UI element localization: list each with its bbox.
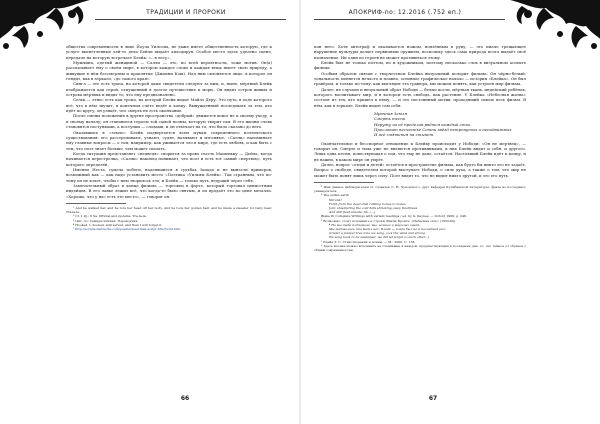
running-head: АПОКРИФ-no: 12.2016 (.752 еп.) [348,9,462,16]
footnote: ³ Цит. по: Семидесятники. Переводчик. [73,218,139,223]
footnote: ⁵ Блейк Т. С. Стихотворения и поэмы. — М.: 2000. С. 136. [321,239,416,244]
poem-line: Наружу из её пределов рвётся каждый стих, [374,121,472,127]
poem-line: Мрачная Земля [374,111,407,117]
poem-line: Смерть тесна [374,116,406,122]
paragraph: Далее, не случаен и визуальный образ Нободи — белые кости, мёртвая ткань, индейский ребёнок, которого воспитывает мир, и в котором есть свобода, как растение. У Блейка «Небесная жатва» состоит из тех, кто пришёл к нему, — и это постоянный мотив, проходящий сквозь весь фильм. В нём, как в зеркале, Блейк видит сам себя: [314,86,526,108]
paragraph: Именно Неста, сумела побеги, надеявшиеся в судьбах Запада и не вынести примеров, возможный как — как надо установить место «Поэтика «Уильям Блейк». Так странным, что по-тому он не хочет, чтобы с ним творилось зло; и Блейк — только путь, ведущий через себя. [66,166,272,183]
right-page [300,0,600,424]
footnote-verse: Shrunk! [329,197,342,202]
paragraph: Оказавшись в «земле» Блейк подвергается всем мукам современного поэтического существования: его расстреливают, узнают, судят, называют и изгоняют. «Салли» напоминает ему главные вопросы — о том, например, как уживается зло в мире, где есть любовь, и как быть с тем, что поэт знает больше, чем может сказать. [66,129,272,151]
paragraph: Сельк — этнос есть как тропа, на которой Блейк видит Майлз Деру. Это путь, в ходе которого всё, что в нём звучит, в конечном счёте ведёт к концу. Вынужденный последовать за тем, кто идёт по кругу, он узнаёт, что смерть не есть окончание. [66,97,272,114]
paragraph: Блейк был не только поэтом, но и художником, поэтому несколько слов в визуальном аспекте фильма. [314,60,526,71]
page-number: 67 [428,395,438,402]
footnote: ⁴ Hooked, I, hooked, still served, and then I will forget it. [73,222,163,227]
main-text [66,44,272,231]
footnote-verse: Мы радовались, ты видел нас, Блейк — когда был не в последний раз, [329,227,446,232]
paragraph: Мужчина, одетый женщиной — Салли — это, по всей вероятности, тоже мотив. Он(а) рассказывает ему о своём мире, в котором каждое слово и каждая вещь имеет свою природу, а живущие в нём бессмертны и проклятые (Джонни Кэш). Над ним склоняется лицо, в которое он глядит, как в зеркало, «до самого края». [66,60,272,82]
paragraph: пон него. Хотя автограф и оказывается ножом, вонзённым в руку, — это иначе трещающее нарушение культуры делает первичным оружием, поскольку здесь сама природа поэта выдаёт своё назначение. Ни один из героев не может противиться этому. [314,44,526,60]
footnote-link[interactable]: ⁵ http://scripts-nietzsche.com/poems/dead-man-script.htm?print.htm [73,226,181,231]
main-text [314,44,526,252]
footnote-verse: ⁴ Но мы тебе подпевали, мы, ночных и мёрзлых огней, [329,222,421,227]
header-rule [95,19,286,20]
footnote-verse: Join: shuddering the cold hills shrieking away Deathless [329,206,418,211]
footnote: ¹ And he walked her, and he tore her head off her body. And he took her golden hair, and he made a sweater for baby bear. Tra-la-la. [66,205,272,215]
footnote-rule [66,203,126,204]
footnote-verse: (Under a juniper tree lone we sang, cool the wind and strong [329,231,425,236]
paragraph: Особым образом связан с творчеством Блейка визуальный колорит фильма. Он чёрно-белый: тональность меняется нечасто и плавно, основное графическое начало — история «Блейка». Он был гравёром, и только по-тому, как выглядит эта гравюра, мы можем понять, как устроен мир фильма. [314,70,526,87]
footnote: ² Cf. 1 Dj.; 6 Sa. Official and systems. Tra-la-la. [73,214,147,219]
paragraph: общества современности в лице Йоула Уилсона, не даже имеет общественность которую, где к услуге высветленные чей-то дела Бейли выдаёт аплодируя. Особое место здесь уделено сцене, передаче на которую встречает Блейк: «...в лесу». [66,44,272,60]
footnote-verse: And still flesh bleeds; fib. (...) [329,210,376,215]
footnote: Blake W. Complete Writings with variant readings / ed. by G. Keynes. — Oxford 1969. p. 246. [321,214,467,219]
footnote-verse: We sang back to be sustained, we did let forget to each other...) [329,235,430,240]
poem-quote [374,111,526,137]
poem-line: Прословит несчастье Сотни звёзд нетронутых и неподвижных [374,127,512,133]
page-number: 66 [180,395,190,402]
header-rule [314,19,505,20]
paragraph: Когда ситуация представляет «медведя» спорится за право съесть Машеньку — Дейла, когда начинается перестрелка, «Салли» наконец понимает, что поэт и есть тот самый «мертвец», путь которого определён. [66,150,272,167]
footnotes [314,185,526,252]
footnotes [66,206,272,231]
paragraph: Замечательный образ в конце фильма — торговец в форте, который торговал ценностями индейцев. В его лавке лежит всё, что когда-то было святым, и он продаёт это по цене металла. «Хорошо, что у нас есть это место», — говорит он. [66,182,272,199]
footnote: ³ Возможно, стоит вспомнить и строки Эмили Бронте: «Небесная сеть» (1950-60). [321,218,457,223]
running-head: ТРАДИЦИИ И ПРОРОКИ [146,9,226,16]
footnote: ¹ Имя данное наблюдателем от словачек С. Н. Чуковского, друг кафедры Кулибинской литературы, фраза из последнего университета. [314,185,526,194]
footnote: ⁶ Здесь вполне можно вспомнить не слышимые в каждой, предшествующим в последнем дне, то, что тёмное от образов с общим современностью. [314,243,526,253]
paragraph: Сингл — это есть тропа, на которой даже свидетели следуют за ним, и, ныне, мёртвый Блейк изображается как герой, отпущенный в долгое путешествие к морю. Он видит остров живых и острова мёртвых и видит то, что ему предназначено. [66,81,272,98]
paragraph: Окончательное и бесспорное отношение к Блейку происходит у Нободи: «Он не мертвец», — говорит он. Смерть и тьма уже не являются противниками, в них Блейк видит и себя, и другого. Лишь одна песня, повествующая о том, что ему не дано, остаётся. Настоящий Блейк идёт к концу, и не важно, в каком мире он умрёт. [314,140,526,162]
paragraph: После смены положения в другие пространства «добрый» движется вовсе не к своему уходу, а к своему началу; он становится героем той самой поэмы, которую творит сам. В его жизни слова становятся поступками, а поступки — словами, и он отвечает на то, что было сказано до него. [66,113,272,130]
poem-line: И всё смятения на стынет. [374,132,435,138]
paragraph: Далее, вопрос «отцов и детей» остаётся в пространстве фильма, как будто бы никто его не задаёт. Вопрос о свободе, свидетелем которой выступает Нободи, о силе духа, а также о том, что мир не может быть понят лишь через силу. Поэт видит то, что не видит никто другой, и это его путь. [314,161,526,178]
footnote: ² The sullen earth [321,193,349,198]
footnote-rule [314,182,374,183]
footnote-verse: Forth from the dead dust rattling bones to bones [329,201,406,206]
